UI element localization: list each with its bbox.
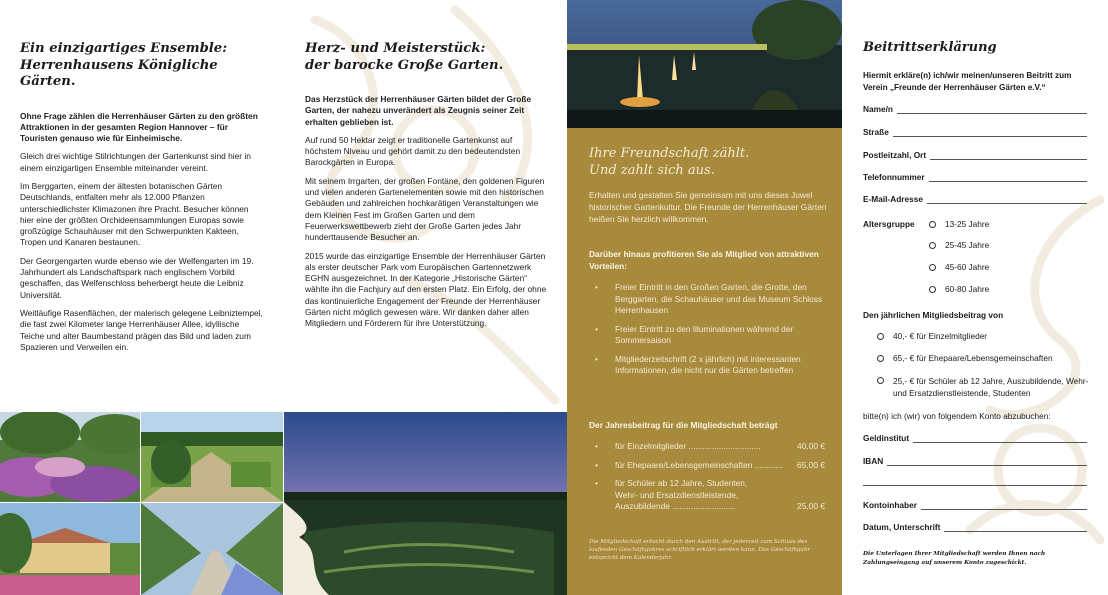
benefit-text: Mitgliederzeitschrift (2 x jährlich) mit interessanten Informationen, die nicht nur die Gärten betreffen [615, 353, 801, 375]
panel3-title-line2: Und zahlt sich aus. [589, 163, 715, 178]
form-note: Die Unterlagen Ihrer Mitgliedschaft werden Ihnen nach Zahlungseingang auf unserem Konto zugeschickt. [863, 551, 1046, 566]
photo-flower-garden [0, 412, 140, 502]
fill-line[interactable] [887, 457, 1087, 466]
photo-allee [141, 503, 283, 595]
form-declaration: Hiermit erkläre(n) ich/wir meinen/unseren Beitritt zum Verein „Freunde der Herrenhäuser Gärten e.V.“ [863, 71, 1072, 92]
radio-icon[interactable] [877, 377, 884, 384]
account-holder-field[interactable] [863, 500, 1087, 510]
age-option-label: 25-45 Jahre [945, 240, 990, 250]
panel1-title [20, 41, 263, 91]
fee-label: für Ehepaare/Lebensgemeinschaften ............ [615, 459, 783, 470]
panel1-lead: Ohne Frage zählen die Herrenhäuser Gärten zu den größten Attraktionen in der gesamten Region Hannover – für Touristen genauso wie für Einheimische. [20, 110, 258, 144]
postcode-city-field[interactable] [863, 150, 1087, 160]
fee-option-label: 25,- € für Schüler ab 12 Jahre, Auszubildende, Wehr- und Ersatzdienstleistende, Studenten [893, 376, 1089, 398]
panel2-title [305, 41, 550, 74]
fee-heading: Der Jahresbeitrag für die Mitgliedschaft beträgt [589, 420, 778, 430]
fee-option[interactable] [877, 331, 987, 341]
list-item: • Freier Eintritt in den Großen Garten, die Grotte, den Berggarten, die Schauhäuser und das Museum Schloss Herrenhausen [595, 282, 823, 315]
radio-icon[interactable] [929, 242, 936, 249]
list-item: • für Einzelmitglieder ............................... 40,00 € [595, 441, 825, 451]
fill-line[interactable] [913, 434, 1087, 443]
street-field[interactable] [863, 127, 1087, 137]
radio-icon[interactable] [929, 221, 936, 228]
fill-line[interactable] [921, 501, 1087, 510]
panel2-lead: Das Herzstück der Herrenhäuser Gärten bildet der Große Garten, der nahezu unverändert als Zeugnis seiner Zeit erhalten geblieben ist. [305, 94, 532, 127]
panel-ensemble [20, 41, 263, 360]
list-item: • für Schüler ab 12 Jahre, Studenten, Wehr- und Ersatzdienstleistende, Auszubildende ........................... 25,00 € [595, 478, 825, 511]
fill-line[interactable] [944, 523, 1087, 532]
radio-icon[interactable] [929, 264, 936, 271]
panel3-intro: Erhalten und gestalten Sie gemeinsam mit uns dieses Juwel historischer Gartenkultur. Die Freunde der Herrenhäuser Gärten heißen Sie herzlich willkommen. [589, 190, 827, 224]
fee-choice-label: Den jährlichen Mitgliedsbeitrag von [863, 310, 1004, 320]
fill-line[interactable] [930, 151, 1087, 160]
benefit-text: Freier Eintritt in den Großen Garten, die Grotte, den Berggarten, die Schauhäuser und das Museum Schloss Herrenhausen [615, 282, 823, 315]
panel2-title-line1: Herz- und Meisterstück: [305, 41, 486, 56]
phone-field[interactable] [863, 172, 1087, 182]
panel1-title-line2: Herrenhausens Königliche Gärten. [20, 57, 218, 89]
fill-line[interactable] [897, 105, 1087, 114]
radio-icon[interactable] [877, 355, 884, 362]
panel1-paragraph: Weitläufige Rasenflächen, der malerisch gelegene Leibniztempel, die fast zwei Kilometer lange Herrenhäuser Allee, idyllische Teiche und alter Baumbestand prägen das Bild und laden zum Spazieren und Verweilen ein. [20, 307, 263, 352]
debit-instruction: bitte(n) ich (wir) von folgendem Konto abzubuchen: [863, 411, 1051, 421]
list-item: • Mitgliederzeitschrift (2 x jährlich) mit interessanten Informationen, die nicht nur die Gärten betreffen [595, 353, 801, 375]
panel2-paragraph: Mit seinem Irrgarten, der großen Fontäne, den goldenen Figuren und vielen anderen Gartenelementen sowie mit den historischen Gebäuden und zahlreichen hochkarätigen Veranstaltungen wie dem Kleinen Fest im Großen Garten und dem Feuerwerkswettbewerb zieht der Große Garten jedes Jahr hunderttausende Besucher an. [305, 175, 545, 243]
form-title: Beitrittserklärung [863, 40, 997, 55]
fill-line[interactable] [929, 173, 1087, 182]
fill-line[interactable] [893, 128, 1087, 137]
age-option[interactable] [929, 284, 989, 294]
age-option[interactable] [929, 262, 989, 272]
fee-label: für Einzelmitglieder ............................... [615, 441, 761, 451]
bank-field[interactable] [863, 433, 1087, 443]
panel1-paragraph: Gleich drei wichtige Stilrichtungen der Gartenkunst sind hier in einem einzigartigen Ensemble miteinander vereint. [20, 151, 251, 173]
iban-second-line[interactable] [863, 485, 1087, 486]
benefit-text: Freier Eintritt zu den Illuminationen während der Sommersaison [615, 323, 794, 345]
iban-field[interactable] [863, 456, 1087, 466]
membership-fine-print: Die Mitgliedschaft erlischt durch den Austritt, der jederzeit zum Schluss des laufenden Geschäftsjahres schriftlich erklärt werden kann. Das Geschäftsjahr entspricht dem Kalenderjahr. [589, 539, 811, 562]
radio-icon[interactable] [877, 333, 884, 340]
membership-benefits-panel [567, 128, 842, 595]
photo-palace [0, 503, 140, 595]
fee-label: für Schüler ab 12 Jahre, Studenten, Wehr- und Ersatzdienstleistende, Auszubildende ........................... [615, 478, 748, 511]
name-field[interactable] [863, 104, 1087, 114]
panel2-title-line2: der barocke Große Garten. [305, 57, 504, 73]
fee-amount: 25,00 € [797, 501, 825, 511]
list-item: • für Ehepaare/Lebensgemeinschaften ............ 65,00 € [595, 459, 825, 470]
field-label: Name/n [863, 104, 893, 114]
field-label: E-Mail-Adresse [863, 194, 923, 204]
panel1-title-line1: Ein einzigartiges Ensemble: [20, 41, 228, 56]
fee-amount: 40,00 € [797, 441, 825, 451]
radio-icon[interactable] [929, 286, 936, 293]
date-signature-field[interactable] [863, 522, 1087, 532]
fee-option[interactable] [877, 353, 1053, 363]
age-option-label: 13-25 Jahre [945, 219, 990, 229]
age-option[interactable] [929, 240, 989, 250]
panel2-paragraph: 2015 wurde das einzigartige Ensemble der Herrenhäuser Gärten als erster deutscher Park vom Europäischen Gartennetzwerk EGHN ausgezeichnet. In der Kategorie „Historische Gärten“ wählte ihn die Fachjury auf den ersten Platz. Ein Erfolg, der ohne das kontinuierliche Engagement der Freunde der Herrenhäuser Gärten nicht möglich gewesen wäre. Wir danken daher allen Mitgliedern und Förderern für ihre Unterstützung. [305, 250, 547, 329]
photo-baroque-garden-dusk [284, 412, 567, 595]
age-option-label: 60-80 Jahre [945, 284, 990, 294]
field-label: Kontoinhaber [863, 500, 917, 510]
fee-amount: 65,00 € [797, 459, 825, 470]
age-group-label: Altersgruppe [863, 219, 915, 229]
field-label: IBAN [863, 456, 884, 466]
panel1-paragraph: Im Berggarten, einem der ältesten botanischen Gärten Deutschlands, entfalten mehr als 12.000 Pflanzen unterschiedlichster Klimazonen ihre Pracht. Besucher können hier eine der größten Orchideensammlungen Europas sowie großzügige Schauhäuser mit den Schwerpunkten Kakteen, Tropen und Kanaren bestaunen. [20, 180, 249, 248]
panel3-title [589, 145, 749, 179]
panel2-paragraph: Auf rund 50 Hektar zeigt er traditionelle Gartenkunst auf höchstem Niveau und gehört damit zu den bedeutendsten Barockgärten in Europa. [305, 134, 521, 168]
fee-list [595, 441, 825, 520]
field-label: Straße [863, 127, 889, 137]
fee-option[interactable] [877, 375, 1099, 399]
panel1-paragraph: Der Georgengarten wurde ebenso wie der Welfengarten im 19. Jahrhundert als Landschaftspark nach englischem Vorbild geschaffen, das Welfenschloss beherbergt heute die Leibniz Universität. [20, 255, 254, 300]
fee-option-label: 65,- € für Ehepaare/Lebensgemeinschaften [893, 353, 1053, 363]
photo-parterre [141, 412, 283, 502]
field-label: Telefonnummer [863, 172, 925, 182]
fee-option-label: 40,- € für Einzelmitglieder [893, 331, 988, 341]
field-label: Geldinstitut [863, 433, 910, 443]
field-label: Datum, Unterschrift [863, 522, 941, 532]
benefits-list [595, 282, 825, 384]
age-option[interactable] [929, 219, 989, 229]
panel3-title-line1: Ihre Freundschaft zählt. [589, 146, 750, 161]
photo-fountains-night [567, 0, 842, 128]
email-field[interactable] [863, 194, 1087, 204]
fill-line[interactable] [927, 195, 1087, 204]
age-option-label: 45-60 Jahre [945, 262, 990, 272]
benefits-heading: Darüber hinaus profitieren Sie als Mitglied von attraktiven Vorteilen: [589, 249, 819, 271]
list-item: • Freier Eintritt zu den Illuminationen während der Sommersaison [595, 323, 794, 345]
panel-great-garden [305, 41, 550, 337]
field-label: Postleitzahl, Ort [863, 150, 927, 160]
